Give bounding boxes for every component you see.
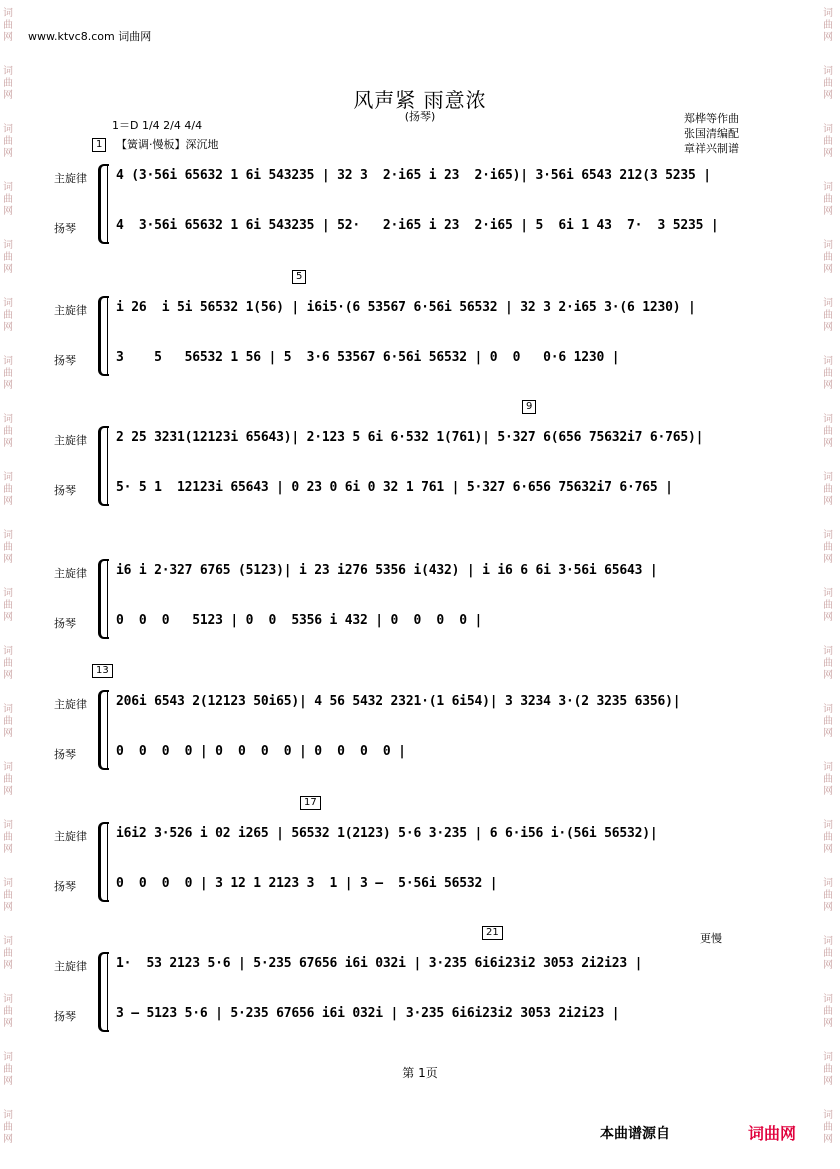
watermark-glyph: 曲 (3, 78, 13, 89)
watermark-glyph: 词 (823, 1110, 833, 1121)
watermark-glyph: 词 (3, 414, 13, 425)
watermark-glyph: 词 (823, 182, 833, 193)
watermark-glyph: 词 (823, 124, 833, 135)
watermark-glyph: 网 (3, 206, 13, 217)
watermark-glyph: 曲 (3, 310, 13, 321)
watermark-glyph: 曲 (3, 1122, 13, 1133)
tempo-annotation: 更慢 (700, 932, 722, 945)
watermark-glyph: 曲 (3, 194, 13, 205)
watermark-glyph: 曲 (823, 1064, 833, 1075)
watermark-glyph: 曲 (823, 1122, 833, 1133)
watermark-glyph: 曲 (823, 716, 833, 727)
part-label-yangqin: 扬琴 (54, 222, 76, 235)
watermark-glyph: 词 (823, 66, 833, 77)
watermark-glyph: 网 (823, 206, 833, 217)
watermark-glyph: 曲 (3, 426, 13, 437)
watermark-glyph: 词 (823, 1052, 833, 1063)
main-melody-notes: 206i 6543 2(12123 50i65)| 4 56 5432 2321·(1 6i54)| 3 3234 3·(2 3235 6356)| (116, 694, 681, 709)
part-label-main: 主旋律 (54, 172, 87, 185)
watermark-glyph: 网 (823, 786, 833, 797)
system-barline (107, 164, 108, 242)
part-label-yangqin: 扬琴 (54, 354, 76, 367)
credit-composer: 郑桦等作曲 (684, 112, 739, 125)
watermark-glyph: 曲 (3, 484, 13, 495)
part-label-yangqin: 扬琴 (54, 880, 76, 893)
watermark-glyph: 曲 (823, 426, 833, 437)
watermark-glyph: 曲 (3, 20, 13, 31)
watermark-glyph: 网 (823, 960, 833, 971)
watermark-glyph: 词 (3, 240, 13, 251)
score-system (0, 927, 840, 1036)
main-melody-notes: 1· 53 2123 5·6 | 5·235 67656 i6i 032i | 3·235 6i6i23i2 3053 2i2i23 | (116, 956, 643, 971)
yangqin-notes: 0 0 0 0 | 0 0 0 0 | 0 0 0 0 | (116, 744, 406, 759)
watermark-glyph: 曲 (3, 252, 13, 263)
watermark-glyph: 网 (3, 786, 13, 797)
part-label-yangqin: 扬琴 (54, 1010, 76, 1023)
system-barline (107, 822, 108, 900)
watermark-glyph: 曲 (823, 310, 833, 321)
watermark-glyph: 曲 (823, 542, 833, 553)
watermark-glyph: 词 (3, 646, 13, 657)
watermark-glyph: 词 (823, 646, 833, 657)
key-signature: 1＝D 1/4 2/4 4/4 (112, 119, 203, 132)
part-label-yangqin: 扬琴 (54, 617, 76, 630)
part-label-main: 主旋律 (54, 567, 87, 580)
watermark-glyph: 词 (3, 66, 13, 77)
part-label-main: 主旋律 (54, 960, 87, 973)
score-system (0, 553, 840, 643)
brand-link[interactable]: 词曲网 (748, 1124, 797, 1143)
watermark-glyph: 词 (3, 878, 13, 889)
watermark-glyph: 曲 (3, 368, 13, 379)
watermark-glyph: 网 (823, 380, 833, 391)
tempo-marking: 【簧调·慢板】深沉地 (116, 138, 219, 151)
bar-number: 17 (300, 796, 321, 810)
credit-transcriber: 章祥兴制谱 (684, 142, 739, 155)
part-label-yangqin: 扬琴 (54, 484, 76, 497)
yangqin-notes: 4 3·56i 65632 1 6i 543235 | 52· 2·i65 i 23 2·i65 | 5 6i 1 43 7· 3 5235 | (116, 218, 719, 233)
watermark-glyph: 曲 (823, 252, 833, 263)
yangqin-notes: 3 — 5123 5·6 | 5·235 67656 i6i 032i | 3·235 6i6i23i2 3053 2i2i23 | (116, 1006, 620, 1021)
watermark-glyph: 网 (823, 264, 833, 275)
watermark-glyph: 词 (823, 8, 833, 19)
system-barline (107, 296, 108, 374)
watermark-glyph: 词 (3, 472, 13, 483)
watermark-glyph: 曲 (823, 484, 833, 495)
watermark-glyph: 网 (823, 612, 833, 623)
part-label-yangqin: 扬琴 (54, 748, 76, 761)
watermark-glyph: 网 (3, 1018, 13, 1029)
part-label-main: 主旋律 (54, 434, 87, 447)
watermark-glyph: 网 (3, 1076, 13, 1087)
watermark-glyph: 词 (823, 820, 833, 831)
watermark-glyph: 词 (3, 298, 13, 309)
watermark-glyph: 词 (823, 936, 833, 947)
watermark-glyph: 网 (823, 554, 833, 565)
main-melody-notes: i6 i 2·327 6765 (5123)| i 23 i276 5356 i(432) | i i6 6 6i 3·56i 65643 | (116, 563, 658, 578)
watermark-glyph: 曲 (823, 368, 833, 379)
watermark-glyph: 网 (3, 844, 13, 855)
watermark-glyph: 词 (3, 1052, 13, 1063)
watermark-glyph: 曲 (3, 136, 13, 147)
watermark-glyph: 网 (823, 148, 833, 159)
watermark-glyph: 曲 (823, 890, 833, 901)
watermark-glyph: 词 (3, 820, 13, 831)
yangqin-notes: 0 0 0 5123 | 0 0 5356 i 432 | 0 0 0 0 | (116, 613, 483, 628)
watermark-glyph: 网 (3, 554, 13, 565)
watermark-glyph: 网 (823, 844, 833, 855)
bar-number: 21 (482, 926, 503, 940)
watermark-glyph: 曲 (823, 600, 833, 611)
watermark-glyph: 曲 (3, 542, 13, 553)
source-text: 本曲谱源自 (600, 1126, 670, 1142)
watermark-glyph: 词 (823, 878, 833, 889)
watermark-glyph: 词 (3, 530, 13, 541)
watermark-glyph: 网 (823, 1018, 833, 1029)
watermark-glyph: 网 (3, 264, 13, 275)
watermark-glyph: 网 (823, 438, 833, 449)
watermark-glyph: 词 (823, 356, 833, 367)
watermark-glyph: 词 (823, 704, 833, 715)
watermark-glyph: 词 (3, 8, 13, 19)
score-system (0, 797, 840, 906)
yangqin-notes: 0 0 0 0 | 3 12 1 2123 3 1 | 3 — 5·56i 56532 | (116, 876, 498, 891)
watermark-glyph: 词 (3, 762, 13, 773)
system-barline (107, 690, 108, 768)
main-melody-notes: i6i2 3·526 i 02 i265 | 56532 1(2123) 5·6 3·235 | 6 6·i56 i·(56i 56532)| (116, 826, 658, 841)
watermark-glyph: 词 (3, 936, 13, 947)
watermark-glyph: 网 (3, 148, 13, 159)
watermark-glyph: 网 (3, 496, 13, 507)
watermark-glyph: 曲 (823, 948, 833, 959)
bar-number: 5 (292, 270, 306, 284)
watermark-glyph: 词 (3, 994, 13, 1005)
watermark-glyph: 网 (3, 1134, 13, 1145)
watermark-glyph: 网 (3, 728, 13, 739)
watermark-glyph: 网 (823, 1134, 833, 1145)
watermark-glyph: 词 (823, 994, 833, 1005)
watermark-glyph: 词 (3, 182, 13, 193)
bar-number: 9 (522, 400, 536, 414)
watermark-glyph: 网 (3, 438, 13, 449)
watermark-glyph: 词 (3, 1110, 13, 1121)
watermark-glyph: 曲 (3, 1064, 13, 1075)
watermark-glyph: 网 (823, 496, 833, 507)
main-melody-notes: 2 25 3231(12123i 65643)| 2·123 5 6i 6·532 1(761)| 5·327 6(656 75632i7 6·765)| (116, 430, 704, 445)
main-melody-notes: 4 (3·56i 65632 1 6i 543235 | 32 3 2·i65 i 23 2·i65)| 3·56i 6543 212(3 5235 | (116, 168, 711, 183)
watermark-glyph: 网 (823, 1076, 833, 1087)
watermark-glyph: 网 (823, 32, 833, 43)
watermark-glyph: 曲 (823, 1006, 833, 1017)
system-barline (107, 559, 108, 637)
watermark-glyph: 网 (3, 380, 13, 391)
watermark-glyph: 网 (823, 90, 833, 101)
watermark-glyph: 曲 (823, 832, 833, 843)
watermark-glyph: 网 (3, 322, 13, 333)
watermark-glyph: 网 (3, 960, 13, 971)
watermark-glyph: 网 (3, 902, 13, 913)
watermark-glyph: 曲 (3, 716, 13, 727)
watermark-glyph: 网 (3, 32, 13, 43)
watermark-glyph: 网 (823, 322, 833, 333)
part-label-main: 主旋律 (54, 698, 87, 711)
yangqin-notes: 5· 5 1 12123i 65643 | 0 23 0 6i 0 32 1 761 | 5·327 6·656 75632i7 6·765 | (116, 480, 673, 495)
watermark-glyph: 词 (823, 472, 833, 483)
main-melody-notes: i 26 i 5i 56532 1(56) | i6i5·(6 53567 6·56i 56532 | 32 3 2·i65 3·(6 1230) | (116, 300, 696, 315)
watermark-glyph: 词 (3, 704, 13, 715)
watermark-glyph: 词 (823, 414, 833, 425)
watermark-glyph: 词 (823, 588, 833, 599)
credit-arranger: 张国清编配 (684, 127, 739, 140)
watermark-glyph: 词 (3, 356, 13, 367)
system-barline (107, 426, 108, 504)
watermark-glyph: 曲 (3, 948, 13, 959)
watermark-glyph: 词 (3, 124, 13, 135)
watermark-glyph: 曲 (823, 20, 833, 31)
watermark-glyph: 曲 (3, 832, 13, 843)
watermark-glyph: 曲 (3, 890, 13, 901)
page-number: 第 1页 (402, 1066, 438, 1080)
watermark-glyph: 词 (3, 588, 13, 599)
watermark-glyph: 曲 (823, 194, 833, 205)
part-label-main: 主旋律 (54, 304, 87, 317)
watermark-glyph: 曲 (3, 658, 13, 669)
score-title: 风声紧 雨意浓 (353, 88, 487, 112)
watermark-glyph: 词 (823, 240, 833, 251)
site-header[interactable]: www.ktvc8.com 词曲网 (28, 30, 152, 43)
watermark-glyph: 网 (823, 728, 833, 739)
system-barline (107, 952, 108, 1030)
score-subtitle: (扬琴) (404, 110, 436, 123)
part-label-main: 主旋律 (54, 830, 87, 843)
watermark-glyph: 曲 (823, 658, 833, 669)
score-system (0, 665, 840, 774)
watermark-glyph: 网 (3, 670, 13, 681)
bar-number: 1 (92, 138, 106, 152)
watermark-glyph: 曲 (823, 136, 833, 147)
watermark-glyph: 网 (3, 90, 13, 101)
watermark-glyph: 词 (823, 298, 833, 309)
watermark-glyph: 曲 (3, 1006, 13, 1017)
watermark-glyph: 网 (823, 902, 833, 913)
watermark-glyph: 曲 (3, 600, 13, 611)
watermark-glyph: 网 (823, 670, 833, 681)
score-system (0, 401, 840, 510)
watermark-glyph: 词 (823, 530, 833, 541)
watermark-glyph: 网 (3, 612, 13, 623)
yangqin-notes: 3 5 56532 1 56 | 5 3·6 53567 6·56i 56532 | 0 0 0·6 1230 | (116, 350, 620, 365)
score-system (0, 271, 840, 380)
watermark-glyph: 曲 (3, 774, 13, 785)
credits (684, 111, 739, 156)
watermark-glyph: 词 (823, 762, 833, 773)
watermark-glyph: 曲 (823, 774, 833, 785)
bar-number: 13 (92, 664, 113, 678)
watermark-glyph: 曲 (823, 78, 833, 89)
